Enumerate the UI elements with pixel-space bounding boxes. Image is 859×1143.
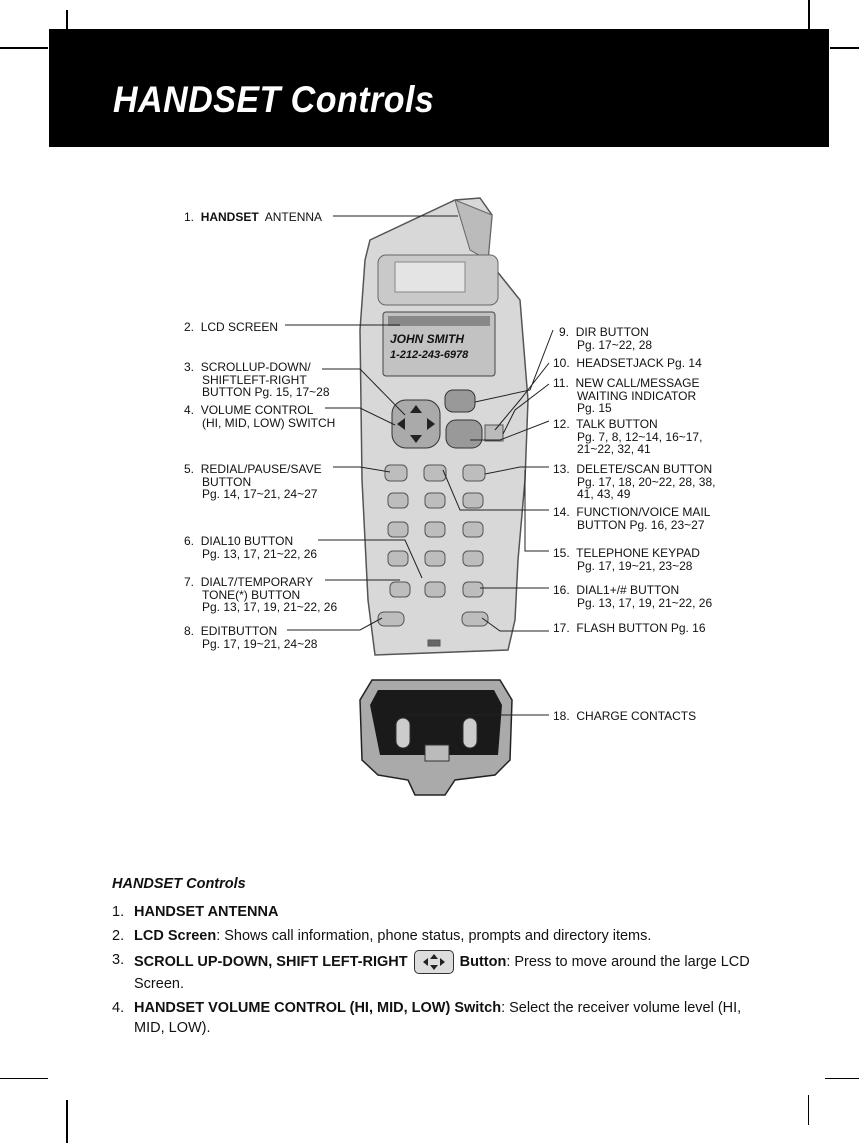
- callout-11: 11. NEW CALL/MESSAGE WAITING INDICATOR Pg. 15: [553, 376, 700, 415]
- page-title: HANDSET Controls: [113, 79, 435, 120]
- callout-16: 16. DIAL1+/# BUTTON Pg. 13, 17, 19, 21~22, 26: [553, 583, 713, 610]
- lcd-number: 1-212-243-6978: [390, 349, 469, 361]
- callout-5: 5. REDIAL/PAUSE/SAVE BUTTON Pg. 14, 17~21, 24~27: [184, 462, 322, 501]
- list-item: 2. LCD Screen: Shows call information, phone status, prompts and directory items.: [112, 928, 652, 944]
- callout-6: 6. DIAL10 BUTTON Pg. 13, 17, 21~22, 26: [184, 534, 318, 561]
- list-item: 3. SCROLL UP-DOWN, SHIFT LEFT-RIGHT Button: Press to move around the large LCD Screen.: [112, 952, 750, 992]
- scroll-button-icon: [414, 950, 454, 974]
- section-heading: HANDSET Controls: [112, 876, 246, 892]
- callout-15: 15. TELEPHONE KEYPAD Pg. 17, 19~21, 23~28: [553, 546, 700, 573]
- callout-1: 1. HANDSET ANTENNA: [184, 210, 323, 224]
- callout-10: 10. HEADSETJACK Pg. 14: [553, 356, 702, 370]
- lcd-name: JOHN SMITH: [390, 332, 465, 346]
- lcd-screen: [383, 312, 495, 376]
- list-item: 1. HANDSET ANTENNA: [112, 904, 279, 920]
- charger-base: [360, 680, 512, 795]
- callout-2: 2. LCD SCREEN: [184, 320, 279, 334]
- callout-7: 7. DIAL7/TEMPORARY TONE(*) BUTTON Pg. 13, 17, 19, 21~22, 26: [184, 575, 338, 614]
- callout-18: 18. CHARGE CONTACTS: [553, 709, 697, 723]
- callout-12: 12. TALK BUTTON Pg. 7, 8, 12~14, 16~17, 21~22, 32, 41: [553, 417, 703, 456]
- scroll-button: [392, 400, 440, 448]
- controls-description: [112, 874, 772, 1042]
- callout-4: 4. VOLUME CONTROL (HI, MID, LOW) SWITCH: [184, 403, 336, 430]
- callout-17: 17. FLASH BUTTON Pg. 16: [553, 621, 706, 635]
- callout-14: 14. FUNCTION/VOICE MAIL BUTTON Pg. 16, 23~27: [553, 505, 711, 532]
- callout-8: 8. EDITBUTTON Pg. 17, 19~21, 24~28: [184, 624, 318, 651]
- callout-3: 3. SCROLLUP-DOWN/ SHIFTLEFT-RIGHT BUTTON Pg. 15, 17~28: [184, 360, 330, 399]
- callout-9: 9. DIR BUTTON Pg. 17~22, 28: [559, 325, 653, 352]
- callout-13: 13. DELETE/SCAN BUTTON Pg. 17, 18, 20~22, 28, 38, 41, 43, 49: [553, 462, 716, 501]
- list-item: 4. HANDSET VOLUME CONTROL (HI, MID, LOW) Switch: Select the receiver volume level (HI, MID, LOW).: [112, 1000, 742, 1036]
